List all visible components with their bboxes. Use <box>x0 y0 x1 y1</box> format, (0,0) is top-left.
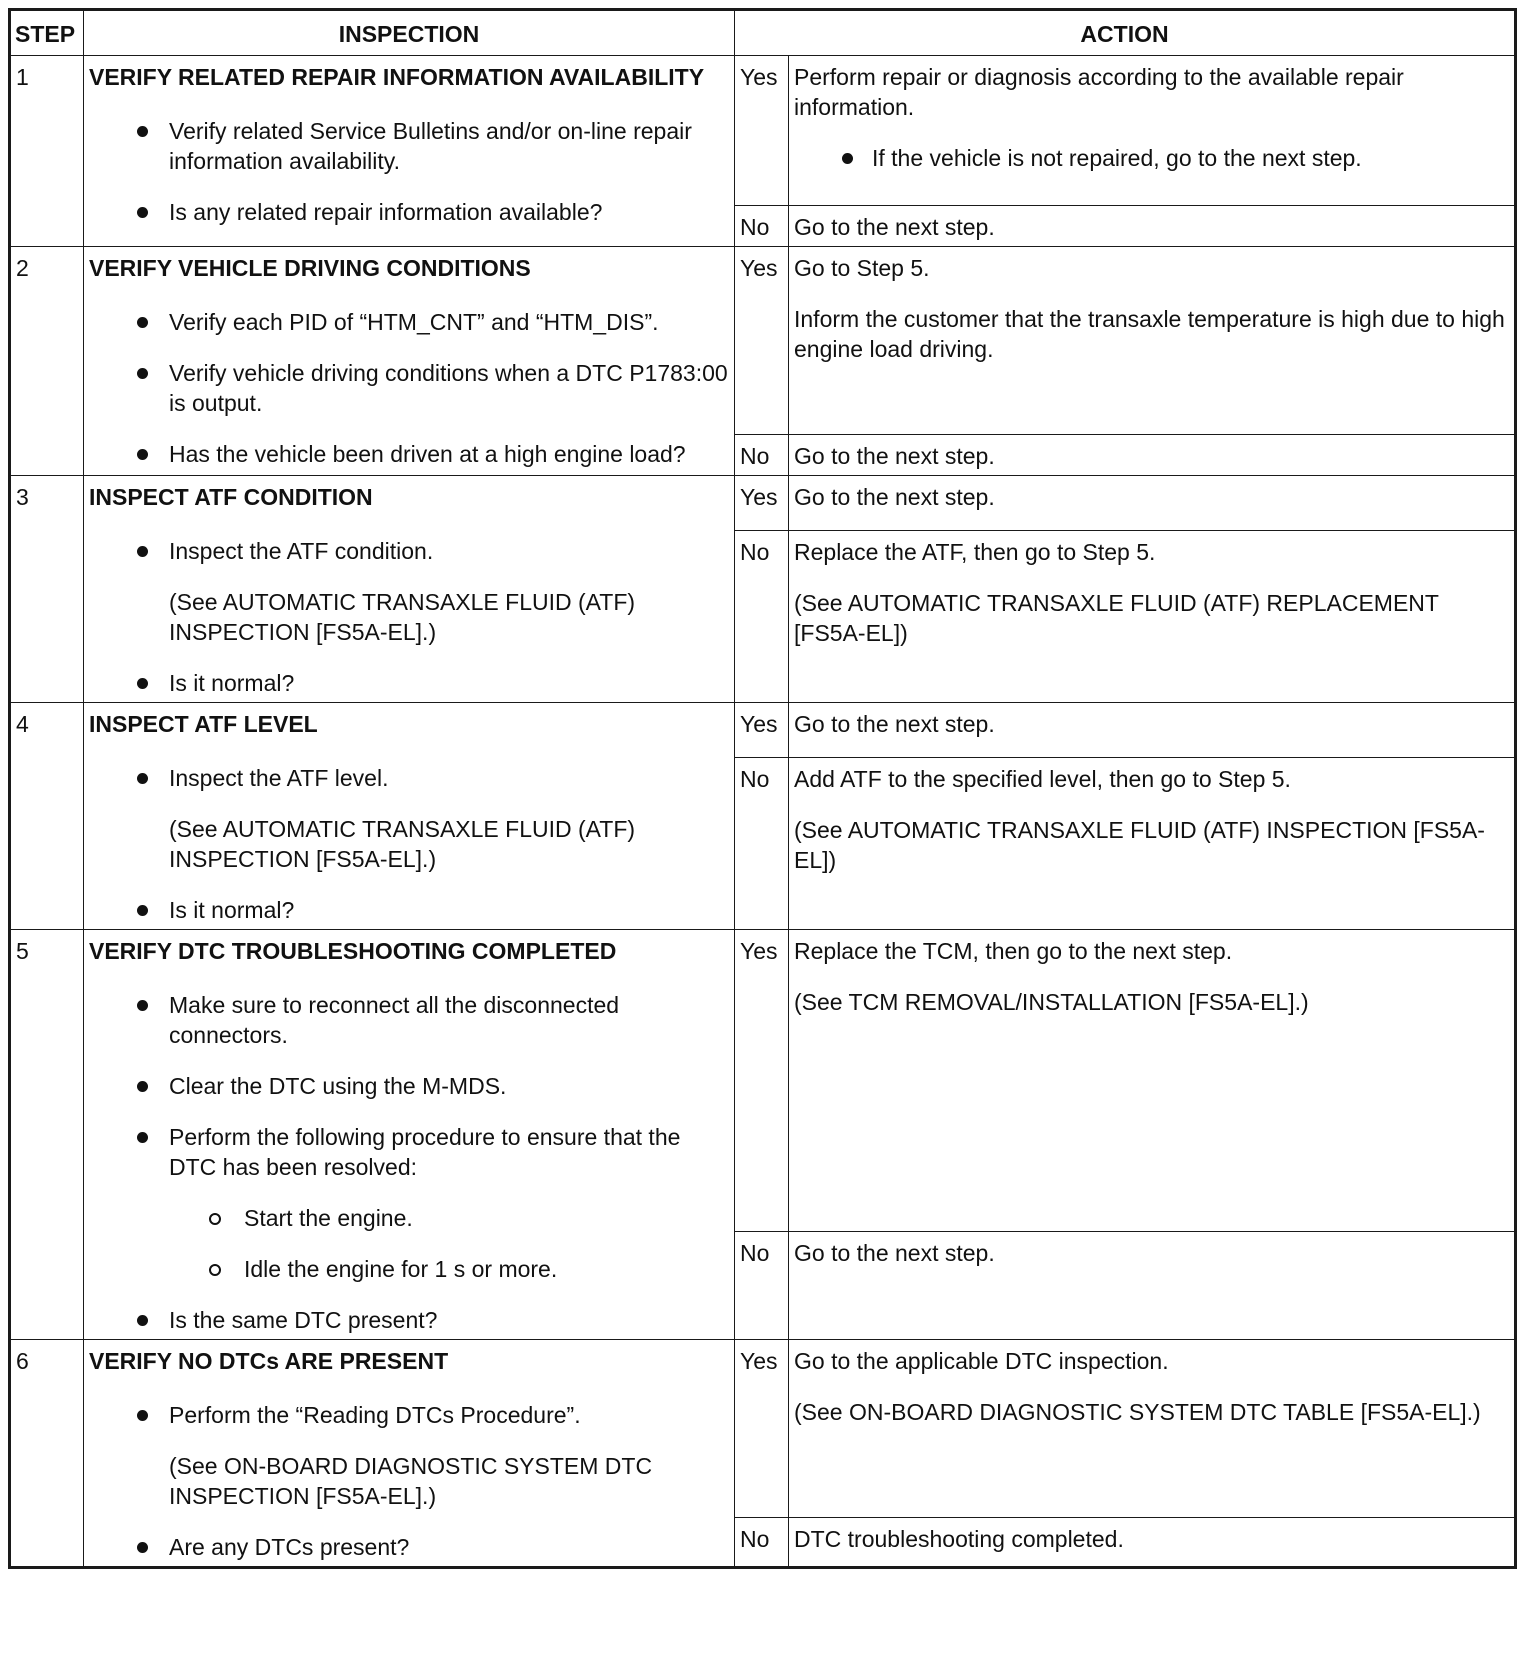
header-row <box>10 10 1516 56</box>
action-text: (See ON-BOARD DIAGNOSTIC SYSTEM DTC TABLE [FS5A-EL].) <box>794 1399 1481 1425</box>
action-text: (See AUTOMATIC TRANSAXLE FLUID (ATF) REPLACEMENT [FS5A-EL]) <box>794 590 1439 646</box>
yes-label: Yes <box>735 1340 789 1518</box>
no-action <box>789 758 1516 930</box>
step-4-yes-row <box>10 703 1516 758</box>
list-item: Is it normal? <box>89 668 729 698</box>
list-item: Make sure to reconnect all the disconnected connectors. <box>89 990 729 1050</box>
reference-note: (See AUTOMATIC TRANSAXLE FLUID (ATF) INSPECTION [FS5A-EL].) <box>169 589 636 645</box>
header-step: STEP <box>10 10 84 56</box>
no-label: No <box>735 531 789 703</box>
yes-action <box>789 247 1516 435</box>
list-item: Are any DTCs present? <box>89 1532 729 1562</box>
step-number: 2 <box>10 247 84 476</box>
reference-note: (See AUTOMATIC TRANSAXLE FLUID (ATF) INSPECTION [FS5A-EL].) <box>169 816 636 872</box>
sub-list-item: Idle the engine for 1 s or more. <box>89 1254 729 1284</box>
yes-label: Yes <box>735 930 789 1232</box>
action-text: (See TCM REMOVAL/INSTALLATION [FS5A-EL].) <box>794 989 1309 1015</box>
action-text: Replace the TCM, then go to the next step. <box>794 938 1233 964</box>
yes-action: Go to the next step. <box>789 703 1516 758</box>
yes-action <box>789 56 1516 206</box>
list-item: Inspect the ATF condition. <box>89 536 729 566</box>
action-text: Add ATF to the specified level, then go to Step 5. <box>794 766 1291 792</box>
action-text: (See AUTOMATIC TRANSAXLE FLUID (ATF) INSPECTION [FS5A-EL]) <box>794 817 1485 873</box>
action-text: Replace the ATF, then go to Step 5. <box>794 539 1156 565</box>
action-bullet: If the vehicle is not repaired, go to the next step. <box>794 143 1509 173</box>
step-title: VERIFY NO DTCs ARE PRESENT <box>89 1348 449 1374</box>
action-text: Inform the customer that the transaxle temperature is high due to high engine load driving. <box>794 306 1505 362</box>
list-item: Is the same DTC present? <box>89 1305 729 1335</box>
step-number: 6 <box>10 1340 84 1568</box>
yes-label: Yes <box>735 703 789 758</box>
list-item: Has the vehicle been driven at a high engine load? <box>89 439 729 469</box>
step-1-yes-row <box>10 56 1516 206</box>
yes-label: Yes <box>735 247 789 435</box>
step-2-yes-row <box>10 247 1516 435</box>
step-6-yes-row <box>10 1340 1516 1518</box>
list-item: Clear the DTC using the M-MDS. <box>89 1071 729 1101</box>
no-label: No <box>735 435 789 476</box>
header-inspection: INSPECTION <box>84 10 735 56</box>
inspection-list <box>89 116 729 227</box>
yes-action <box>789 930 1516 1232</box>
no-label: No <box>735 206 789 247</box>
inspection-list <box>89 307 729 469</box>
inspection-list <box>89 990 729 1335</box>
action-text: Go to the applicable DTC inspection. <box>794 1348 1169 1374</box>
list-item: Is any related repair information available? <box>89 197 729 227</box>
action-text: Perform repair or diagnosis according to the available repair information. <box>794 64 1404 120</box>
no-action: DTC troubleshooting completed. <box>789 1518 1516 1568</box>
yes-action <box>789 1340 1516 1518</box>
inspection-cell <box>84 56 735 247</box>
no-action: Go to the next step. <box>789 206 1516 247</box>
diagnostic-table <box>8 8 1517 1569</box>
action-text: Go to Step 5. <box>794 255 930 281</box>
header-action: ACTION <box>735 10 1516 56</box>
list-item: Perform the “Reading DTCs Procedure”. <box>89 1400 729 1430</box>
reference-note: (See ON-BOARD DIAGNOSTIC SYSTEM DTC INSPECTION [FS5A-EL].) <box>169 1453 653 1509</box>
yes-label: Yes <box>735 56 789 206</box>
yes-action: Go to the next step. <box>789 476 1516 531</box>
list-item: Inspect the ATF level. <box>89 763 729 793</box>
list-item: Verify vehicle driving conditions when a DTC P1783:00 is output. <box>89 358 729 418</box>
inspection-list <box>89 1400 729 1562</box>
step-3-yes-row <box>10 476 1516 531</box>
step-title: VERIFY VEHICLE DRIVING CONDITIONS <box>89 255 531 281</box>
no-label: No <box>735 1232 789 1340</box>
step-number: 3 <box>10 476 84 703</box>
step-number: 4 <box>10 703 84 930</box>
no-action: Go to the next step. <box>789 435 1516 476</box>
no-label: No <box>735 758 789 930</box>
inspection-cell <box>84 476 735 703</box>
sub-list-item: Start the engine. <box>89 1203 729 1233</box>
list-item: Perform the following procedure to ensure that the DTC has been resolved: <box>89 1122 729 1182</box>
step-5-yes-row <box>10 930 1516 1232</box>
list-item: Is it normal? <box>89 895 729 925</box>
inspection-cell <box>84 930 735 1340</box>
inspection-cell <box>84 1340 735 1568</box>
step-title: VERIFY DTC TROUBLESHOOTING COMPLETED <box>89 938 617 964</box>
step-title: INSPECT ATF CONDITION <box>89 484 373 510</box>
inspection-list <box>89 763 729 925</box>
no-label: No <box>735 1518 789 1568</box>
inspection-cell <box>84 247 735 476</box>
step-title: VERIFY RELATED REPAIR INFORMATION AVAILABILITY <box>89 64 705 90</box>
step-number: 5 <box>10 930 84 1340</box>
step-number: 1 <box>10 56 84 247</box>
list-item: Verify each PID of “HTM_CNT” and “HTM_DIS”. <box>89 307 729 337</box>
no-action <box>789 531 1516 703</box>
inspection-cell <box>84 703 735 930</box>
inspection-list <box>89 536 729 698</box>
list-item: Verify related Service Bulletins and/or on-line repair information availability. <box>89 116 729 176</box>
yes-label: Yes <box>735 476 789 531</box>
step-title: INSPECT ATF LEVEL <box>89 711 318 737</box>
no-action: Go to the next step. <box>789 1232 1516 1340</box>
